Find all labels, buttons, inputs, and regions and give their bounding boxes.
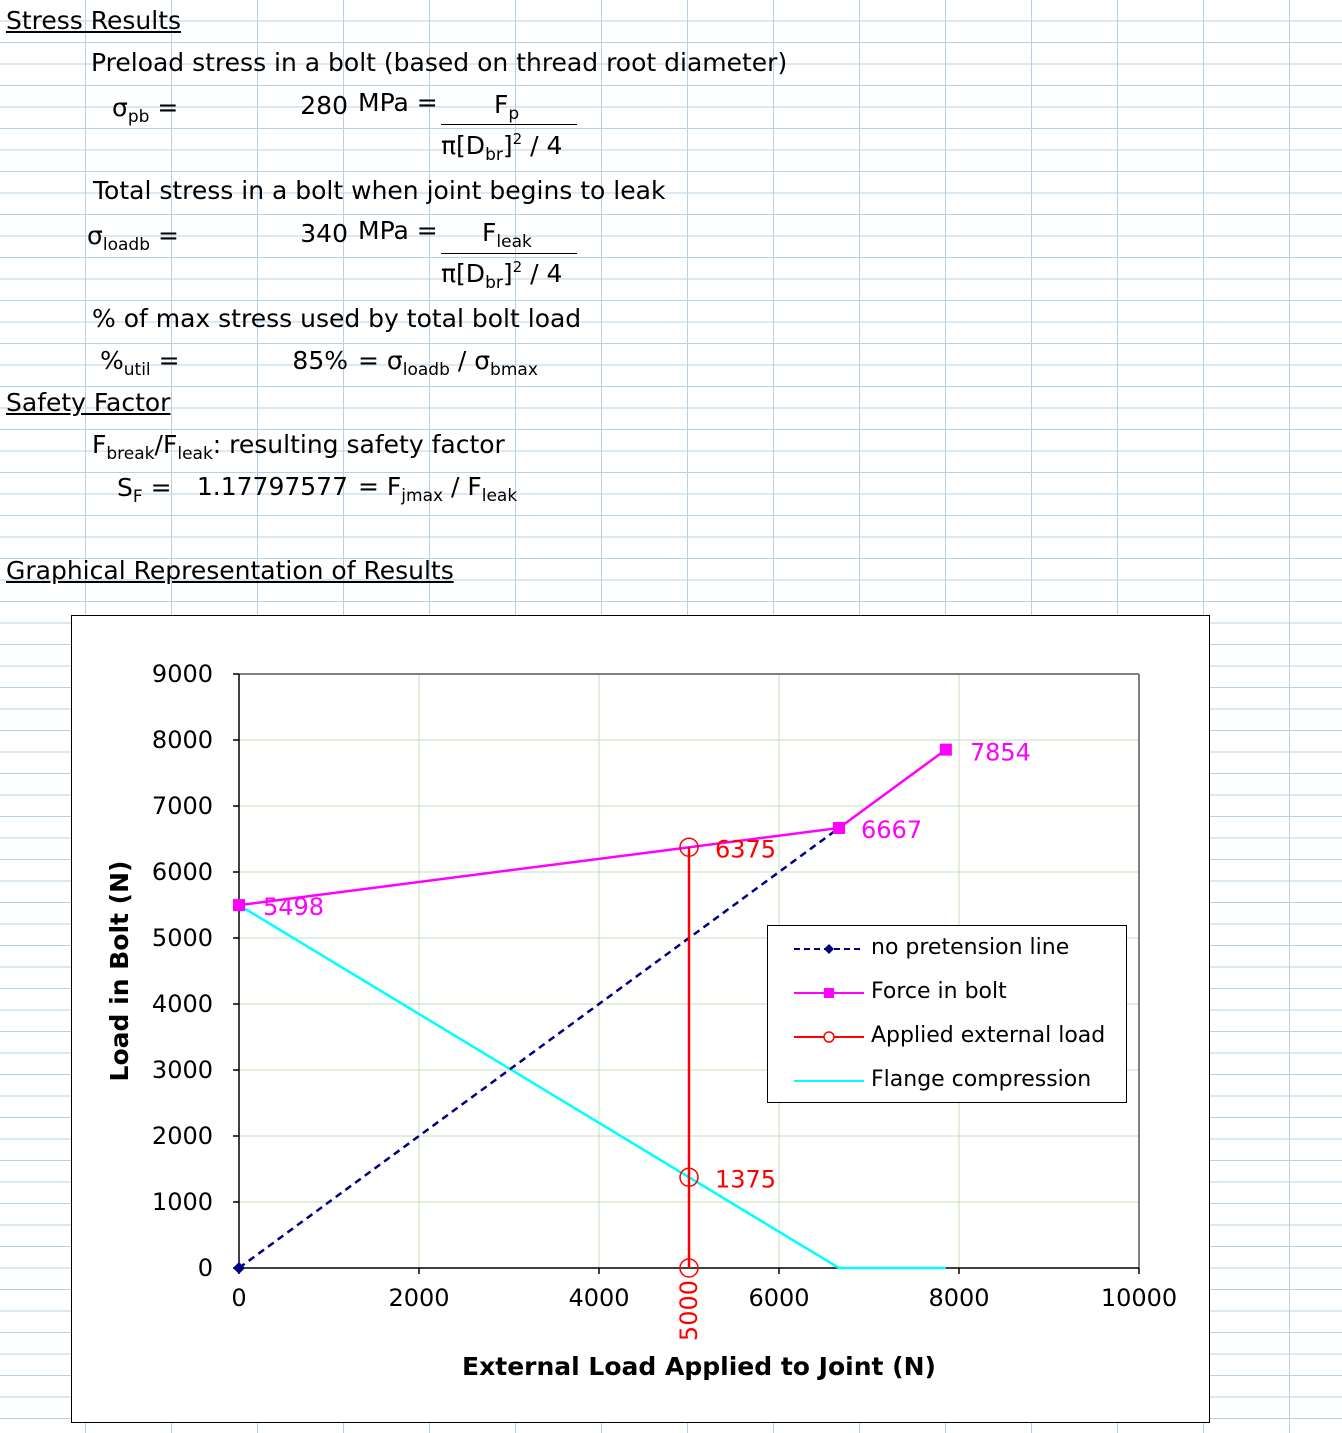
total-stress-value[interactable]: 340: [300, 219, 348, 248]
preload-description[interactable]: Preload stress in a bolt (based on thread root diameter): [91, 48, 788, 77]
safety-factor-description[interactable]: $F_{break}/F_{leak}$: resulting safety factor: [92, 430, 505, 464]
preload-fraction-bar: [441, 124, 577, 125]
utilization-symbol[interactable]: $\%_{util}$ =: [100, 346, 180, 380]
series-point-square: [833, 822, 845, 834]
y-tick-label: 4000: [151, 990, 213, 1018]
total-stress-description[interactable]: Total stress in a bolt when joint begins to leak: [93, 176, 666, 205]
chart-legend[interactable]: [767, 925, 1127, 1103]
data-label: 7854: [969, 738, 1031, 767]
y-tick-label: 3000: [151, 1056, 213, 1084]
legend-circle-marker-icon: [794, 1027, 866, 1047]
preload-unit[interactable]: MPa =: [358, 88, 438, 117]
total-stress-numerator: $F_{leak}$: [482, 218, 532, 252]
legend-square-marker-icon: [794, 983, 866, 1003]
legend-label-no-pretension: no pretension line: [871, 935, 1070, 960]
series-point-square: [233, 899, 245, 911]
legend-label-flange-compression: Flange compression: [871, 1067, 1092, 1092]
legend-label-applied-load: Applied external load: [871, 1023, 1106, 1048]
data-label: 6375: [715, 835, 777, 864]
x-tick-label: 0: [231, 1284, 247, 1312]
y-axis-title: Load in Bolt (N): [105, 860, 134, 1082]
worksheet: [0, 0, 1342, 600]
legend-dashed-diamond-icon: [794, 939, 866, 959]
y-tick-label: 5000: [151, 924, 213, 952]
y-tick-label: 0: [197, 1254, 213, 1282]
x-tick-label: 6000: [748, 1284, 810, 1312]
legend-entry-applied-load: [768, 1021, 1124, 1051]
x-tick-label: 2000: [388, 1284, 450, 1312]
preload-symbol[interactable]: $\sigma_{pb}$ =: [112, 93, 179, 127]
chart-area[interactable]: [71, 615, 1210, 1423]
legend-entry-force-in-bolt: [768, 977, 1124, 1007]
stress-results-heading[interactable]: Stress Results: [6, 6, 182, 35]
legend-entry-flange-compression: [768, 1065, 1124, 1095]
preload-denominator: $\pi[D_{br}]^2 / 4$: [441, 130, 563, 165]
safety-factor-formula: = $F_{jmax} / F_{leak}$: [358, 472, 518, 506]
data-label: 5000: [675, 1280, 703, 1342]
x-axis-title: External Load Applied to Joint (N): [462, 1352, 936, 1381]
y-tick-label: 8000: [151, 726, 213, 754]
preload-numerator: $F_p$: [494, 90, 520, 124]
y-tick-label: 1000: [151, 1188, 213, 1216]
preload-value[interactable]: 280: [300, 91, 348, 120]
utilization-value[interactable]: 85%: [292, 346, 348, 375]
utilization-description[interactable]: % of max stress used by total bolt load: [92, 304, 582, 333]
series-point-square: [940, 744, 952, 756]
y-tick-label: 7000: [151, 792, 213, 820]
safety-factor-value[interactable]: 1.17797577: [196, 472, 348, 501]
y-tick-label: 6000: [151, 858, 213, 886]
legend-entry-no-pretension: [768, 933, 1124, 963]
data-label: 5498: [263, 893, 325, 922]
legend-label-force-in-bolt: Force in bolt: [871, 979, 1007, 1004]
y-tick-label: 2000: [151, 1122, 213, 1150]
total-stress-unit[interactable]: MPa =: [358, 216, 438, 245]
utilization-formula: = $\sigma_{loadb} / \sigma_{bmax}$: [358, 346, 538, 380]
legend-line-icon: [794, 1071, 866, 1091]
x-tick-label: 8000: [928, 1284, 990, 1312]
graph-heading[interactable]: Graphical Representation of Results: [6, 556, 454, 585]
total-stress-symbol[interactable]: $\sigma_{loadb}$ =: [87, 221, 179, 255]
x-tick-label: 4000: [568, 1284, 630, 1312]
data-label: 6667: [861, 815, 923, 844]
total-stress-fraction-bar: [441, 253, 577, 254]
safety-factor-symbol[interactable]: $S_F$ =: [117, 473, 172, 507]
y-tick-label: 9000: [151, 660, 213, 688]
safety-factor-heading[interactable]: Safety Factor: [6, 388, 171, 417]
x-tick-label: 10000: [1100, 1284, 1178, 1312]
total-stress-denominator: $\pi[D_{br}]^2 / 4$: [441, 258, 563, 293]
data-label: 1375: [715, 1165, 777, 1194]
